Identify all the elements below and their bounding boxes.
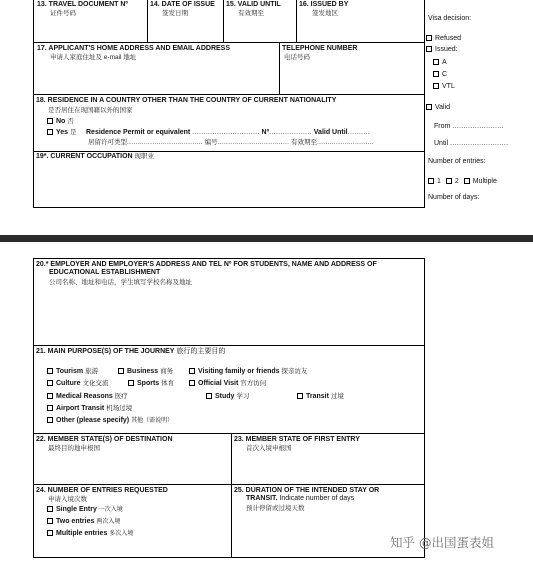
single-entry-checkbox[interactable] [47,506,53,512]
medical-checkbox[interactable] [47,393,53,399]
field-17-label: 17. APPLICANT'S HOME ADDRESS AND EMAIL ADDRESS [37,45,231,52]
visa-type-c-option[interactable]: C [433,71,447,79]
home-address-input[interactable] [34,63,278,93]
purpose-business[interactable]: Business 商务 [118,368,173,376]
valid-from-line: From ....................... [434,123,504,130]
purpose-study[interactable]: Study 学习 [206,393,249,401]
entries-single[interactable]: Single Entry 一次入境 [47,506,123,514]
field-16-label: 16. ISSUED BY [299,1,349,8]
current-occupation-input[interactable] [34,163,423,206]
field-21-label: 21. MAIN PURPOSE(S) OF THE JOURNEY 旅行的主要目的 [36,348,226,355]
purpose-visiting-family[interactable]: Visiting family or friends 探亲访友 [189,368,308,376]
two-entries-checkbox[interactable] [47,518,53,524]
entries-options[interactable]: 1 2 Multiple [428,178,497,186]
entry-2-checkbox[interactable] [446,178,452,184]
field-23-zh: 首次入境申根国 [246,445,292,452]
first-entry-state-input[interactable] [232,454,423,483]
residence-no-option[interactable]: No 否 [47,118,74,126]
visa-decision-label: Visa decision: [428,15,472,22]
employer-address-input[interactable] [34,289,423,344]
refused-checkbox[interactable] [426,35,432,41]
issued-option[interactable]: Issued: [426,46,458,54]
entries-two[interactable]: Two entries 两次入境 [47,518,120,526]
residence-permit-zh-line: 居留许可类型.................................... 编号.................................. 有效期至........................... [88,139,374,146]
entry-1-checkbox[interactable] [428,178,434,184]
other-checkbox[interactable] [47,417,53,423]
entry-multiple-checkbox[interactable] [464,178,470,184]
study-checkbox[interactable] [206,393,212,399]
field-13-label: 13. TRAVEL DOCUMENT Nº [37,1,128,8]
tourism-checkbox[interactable] [47,368,53,374]
residence-yes-option[interactable]: Yes 是 [47,129,77,137]
field-14-label: 14. DATE OF ISSUE [150,1,215,8]
field-18-zh: 是否居住在现国籍以外的国家 [48,107,133,114]
valid-option[interactable]: Valid [426,104,450,112]
travel-document-number-input[interactable] [34,19,146,41]
page-divider [0,235,533,242]
date-of-issue-input[interactable] [148,19,222,41]
culture-checkbox[interactable] [47,380,53,386]
number-of-entries-label: Number of entries: [428,158,486,165]
airport-transit-checkbox[interactable] [47,405,53,411]
number-of-days-label: Number of days: [428,194,480,201]
field-19: 19*. CURRENT OCCUPATION 现职业 [36,153,155,160]
field-20-label-2: EDUCATIONAL ESTABLISHMENT [49,269,161,276]
destination-state-input[interactable] [34,454,230,483]
issued-by-input[interactable] [297,19,423,41]
purpose-culture[interactable]: Culture 文化交流 [47,380,108,388]
purpose-sports[interactable]: Sports 体育 [128,380,174,388]
purpose-official-visit[interactable]: Official Visit 官方访问 [189,380,266,388]
field-20-zh: 公司名称、地址和电话，学生填写学校名称及地址 [49,279,192,286]
field-16-zh: 签发地区 [312,10,338,17]
field-25-label-1: 25. DURATION OF THE INTENDED STAY OR [234,487,380,494]
purpose-medical[interactable]: Medical Reasons 医疗 [47,393,128,401]
vtl-checkbox[interactable] [433,83,439,89]
purpose-other[interactable]: Other (please specify) 其他（需说明） [47,417,173,425]
purpose-transit[interactable]: Transit 过境 [297,393,344,401]
business-checkbox[interactable] [118,368,124,374]
field-15-zh: 有效期至 [238,10,264,17]
visiting-family-checkbox[interactable] [189,368,195,374]
field-18-label: 18. RESIDENCE IN A COUNTRY OTHER THAN THE COUNTRY OF CURRENT NATIONALITY [36,97,337,104]
residence-permit-line: Residence Permit or equivalent .............................. Nº................... Valid Until.......... [86,129,371,136]
c-checkbox[interactable] [433,71,439,77]
field-25-label-2: TRANSIT. Indicate number of days [246,495,355,502]
no-checkbox[interactable] [47,118,53,124]
transit-checkbox[interactable] [297,393,303,399]
visa-type-vtl-option[interactable]: VTL [433,83,455,91]
purpose-airport-transit[interactable]: Airport Transit 机场过境 [47,405,132,413]
multiple-entries-checkbox[interactable] [47,530,53,536]
field-22-label: 22. MEMBER STATE(S) OF DESTINATION [36,436,173,443]
telephone-zh: 电话号码 [284,54,310,61]
field-23-label: 23. MEMBER STATE OF FIRST ENTRY [234,436,360,443]
field-17-zh: 申请人家庭住址及 e-mail 地址 [50,54,137,61]
valid-until-line: Until .......................... [434,140,509,147]
field-24-zh: 申请入境次数 [48,496,87,503]
field-24-label: 24. NUMBER OF ENTRIES REQUESTED [36,487,168,494]
valid-until-input[interactable] [224,19,295,41]
telephone-label: TELEPHONE NUMBER [282,45,358,52]
purpose-tourism[interactable]: Tourism 旅游 [47,368,98,376]
visa-type-a-option[interactable]: A [433,59,447,67]
entries-multiple[interactable]: Multiple entries 多次入境 [47,530,133,538]
yes-checkbox[interactable] [47,129,53,135]
field-15-label: 15. VALID UNTIL [226,1,281,8]
refused-option[interactable]: Refused [426,35,461,43]
field-20-label-1: 20.* EMPLOYER AND EMPLOYER'S ADDRESS AND TEL Nº FOR STUDENTS, NAME AND ADDRESS OF [36,261,377,268]
field-22-zh: 最终目的地申根国 [48,445,100,452]
field-25-zh: 预计停留或过境天数 [246,505,305,512]
official-visit-checkbox[interactable] [189,380,195,386]
telephone-input[interactable] [280,63,423,93]
issued-checkbox[interactable] [426,46,432,52]
watermark: 知乎 @出国蛋表姐 [390,535,494,550]
field-14-zh: 签发日期 [162,10,188,17]
valid-checkbox[interactable] [426,104,432,110]
a-checkbox[interactable] [433,59,439,65]
field-13-zh: 证件号码 [50,10,76,17]
sports-checkbox[interactable] [128,380,134,386]
